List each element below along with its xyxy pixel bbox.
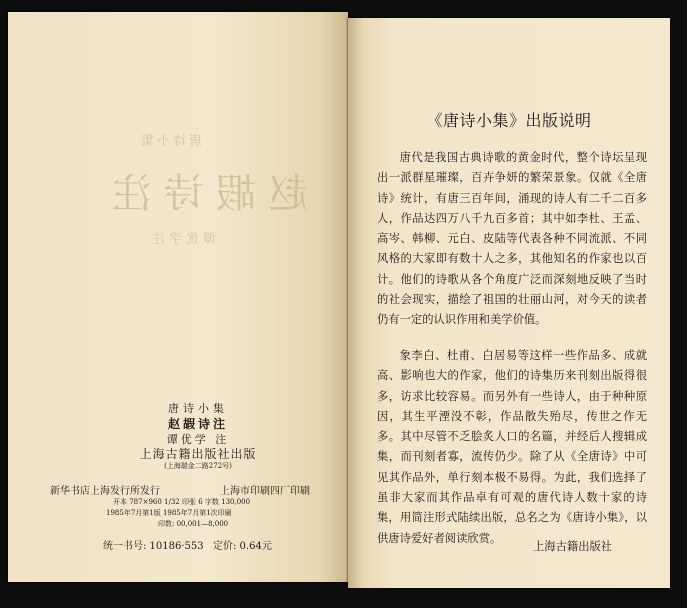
paragraph-1: 唐代是我国古典诗歌的黄金时代，整个诗坛呈现出一派群星璀璨，百卉争妍的繁荣景象。仅就《全唐诗》统计，有唐三百年间，涌现的诗人有二千二百多人，作品达四万八千九百多首；其中如李杜、王孟、高岑、韩柳、元白、皮陆等代表各种不同流派、不同风格的大家即有数十人之多，其他知名的作家也以百计。他们的诗歌从各个角度广泛而深刻地反映了当时的社会现实，描绘了祖国的壮丽山河，对今天的读者仍有一定的认识作用和美学价值。: [377, 151, 647, 327]
right-page: [348, 18, 670, 588]
imprint-series: 唐诗小集: [168, 402, 228, 415]
publisher-signature: 上海古籍出版社: [533, 540, 613, 553]
page-title: 《唐诗小集》出版说明: [426, 111, 592, 130]
imprint-distributor: 新华书店上海发行所发行: [50, 486, 160, 497]
imprint-spec: 开本 787×960 1/32 印张 6 字数 130,000: [113, 498, 251, 506]
imprint-author: 谭优学 注: [166, 433, 230, 446]
bleed-through-title: 赵嘏诗注: [100, 171, 308, 217]
imprint-price: 定价: 0.64元: [213, 541, 272, 552]
imprint-publisher-address: (上海瑞金二路272号): [164, 462, 232, 470]
imprint-publisher: 上海古籍出版社出版: [139, 447, 257, 461]
imprint-edition: 1985年7月第1版 1985年7月第1次印刷: [106, 509, 232, 517]
imprint-print-count: 印数: 00,001—8,000: [158, 520, 229, 528]
imprint-isbn: 统一书号: 10186·553: [103, 541, 204, 552]
left-page: [8, 12, 348, 582]
bleed-through-series: 唐诗小集: [138, 134, 203, 149]
imprint-title: 赵嘏诗注: [167, 417, 228, 431]
imprint-printer: 上海市印刷四厂印刷: [220, 486, 310, 497]
paragraph-2: 象李白、杜甫、白居易等这样一些作品多、成就高、影响也大的作家，他们的诗集历来刊刻出版得很多，访求比较容易。而另外有一些诗人，由于种种原因，其生平湮没不彰，作品散失殆尽，传世之作无多。其中尽管不乏脍炙人口的名篇，并经后人搜辑成集，而刊刻者寡，流传仍少。除了从《全唐诗》中可见其作品外，单行刻本极不易得。为此，我们选择了虽非大家而其作品卓有可观的唐代诗人数十家的诗集，用简注形式陆续出版，总名之为《唐诗小集》，以供唐诗爱好者阅读欣赏。: [377, 349, 647, 545]
bleed-through-author: 谭优学注: [148, 232, 217, 247]
